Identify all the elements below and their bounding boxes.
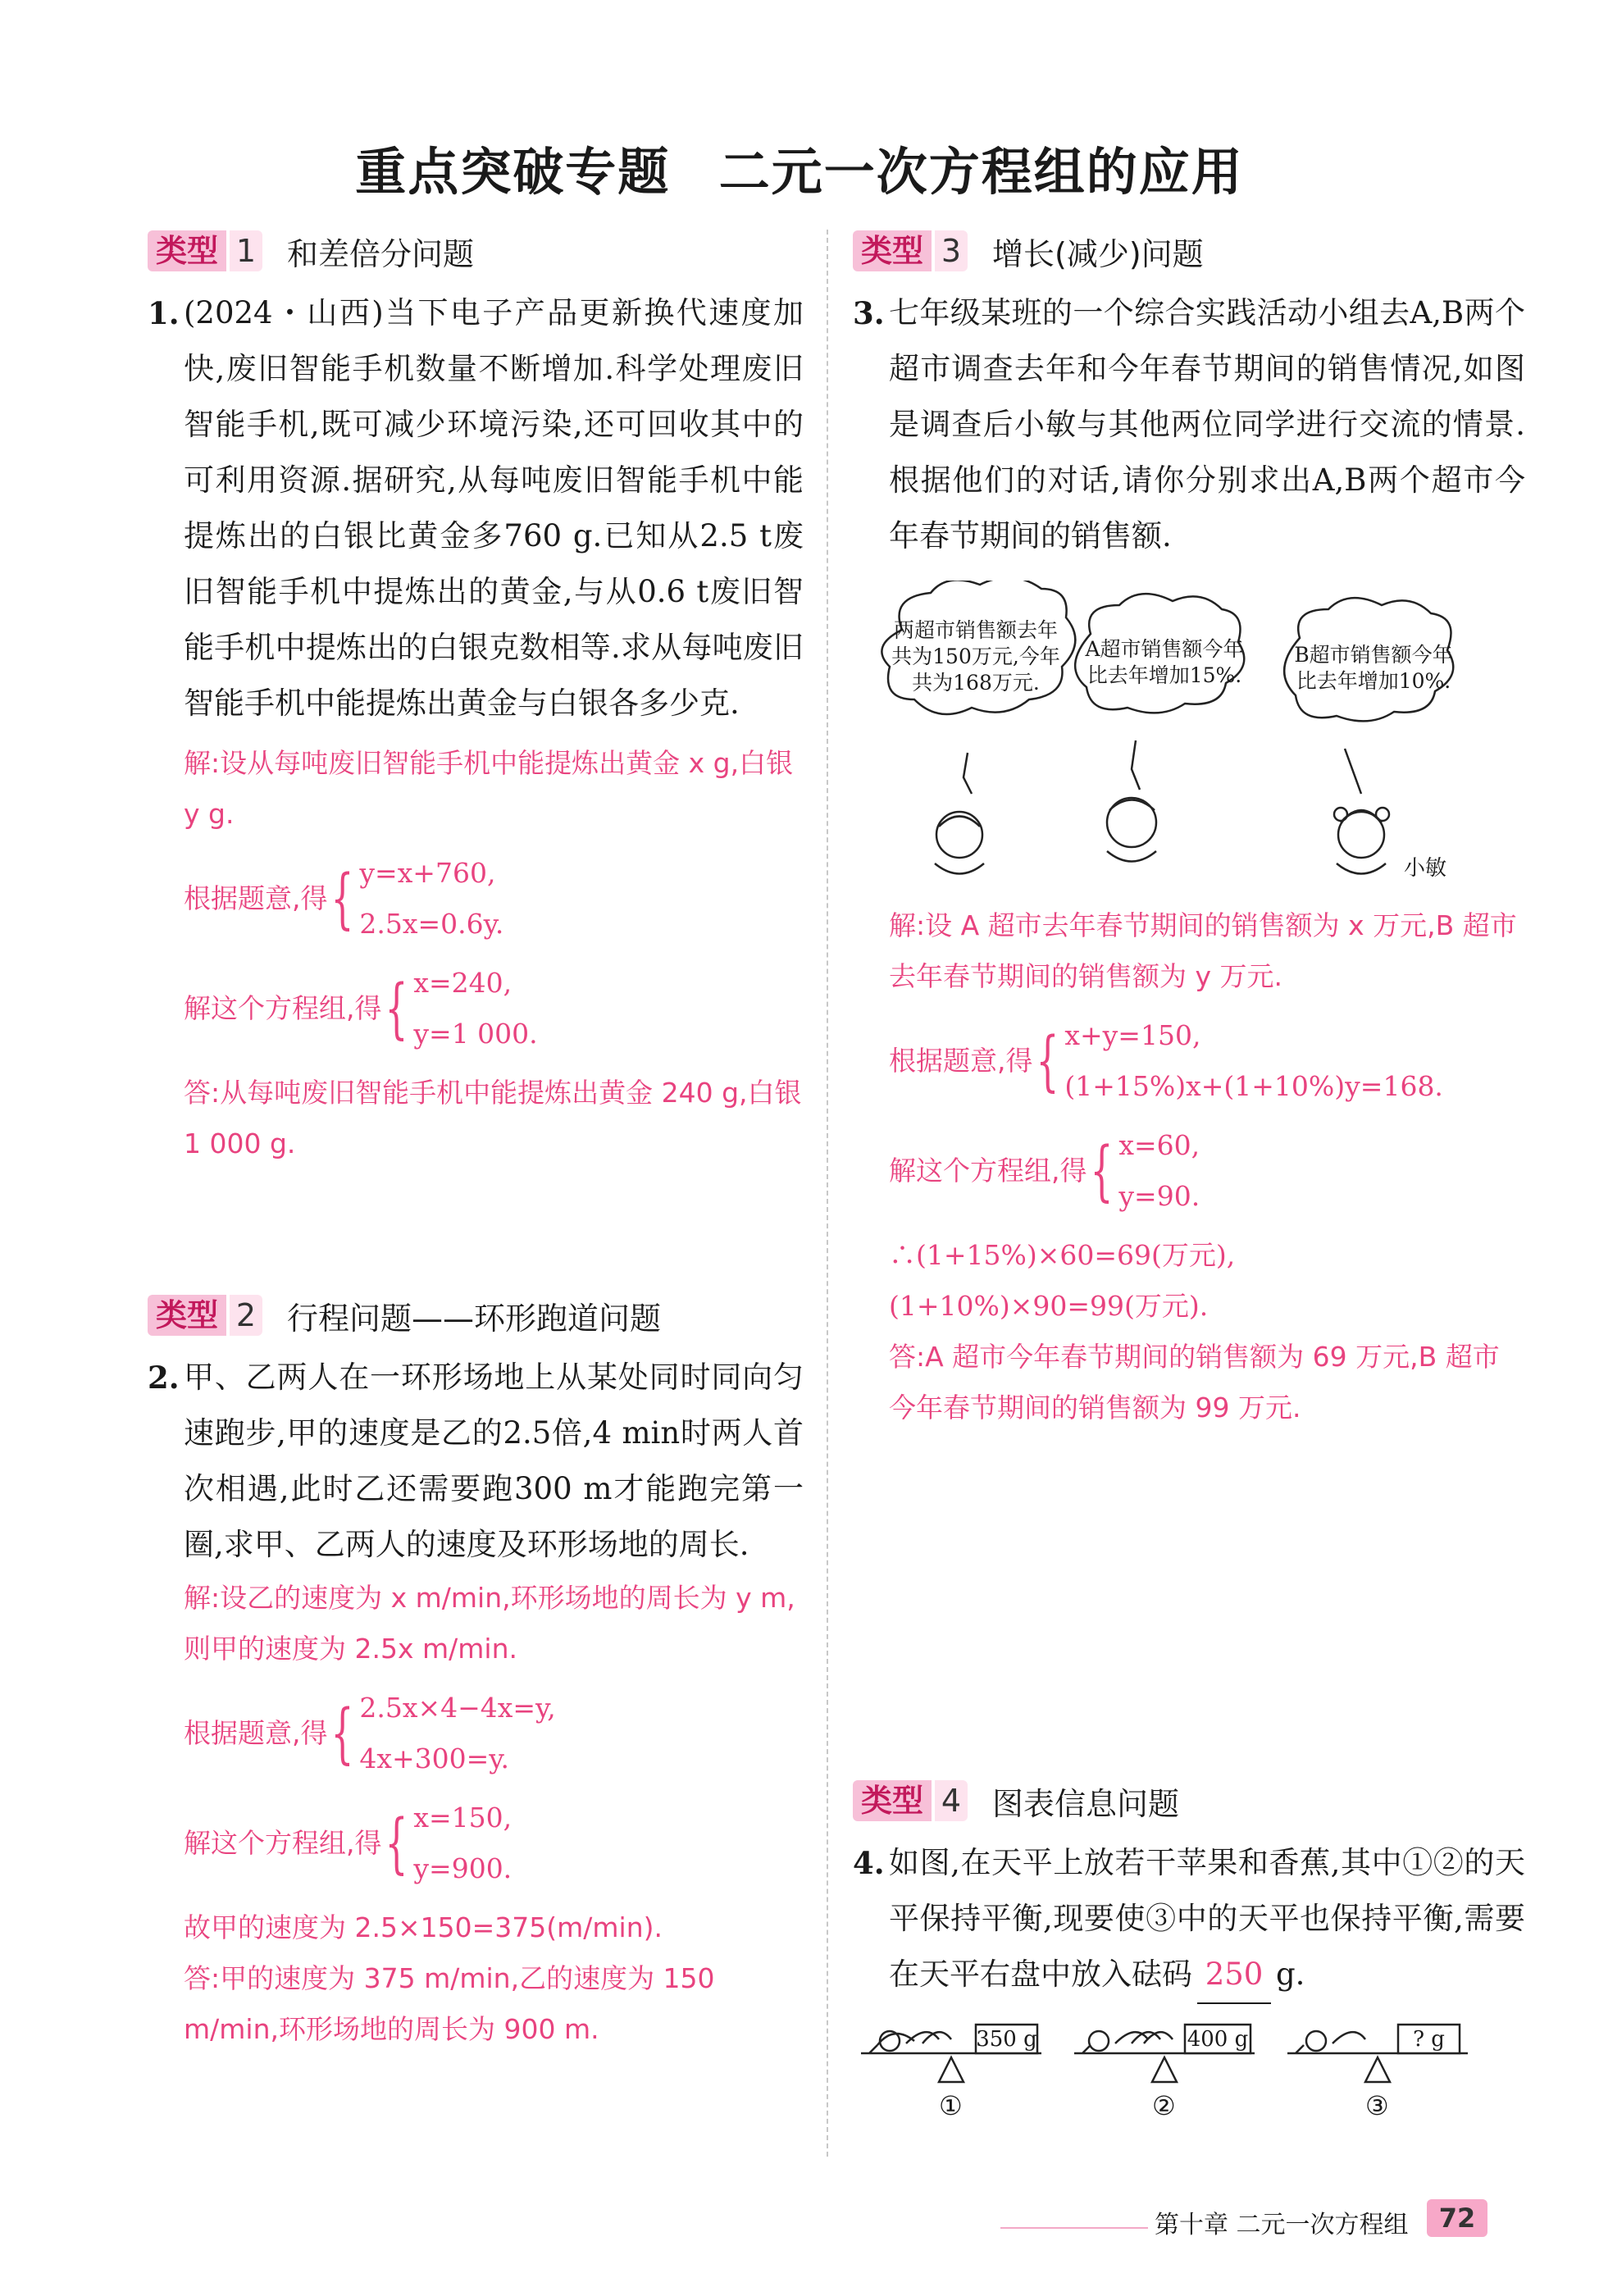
type2-name: 行程问题——环形跑道问题 — [287, 1300, 662, 1337]
girl-name-label: 小敏 — [1404, 856, 1447, 881]
q1-system-2: 解这个方程组,得 { x=240, y=1 000. — [184, 967, 538, 1050]
q2-system-2: 解这个方程组,得 { x=150, y=900. — [184, 1802, 512, 1884]
title-part2: 二元一次方程组的应用 — [718, 142, 1244, 202]
bubble-3-text: B超市销售额今年比去年增加10%. — [1294, 643, 1453, 693]
q4-answer-blank: 250 — [1197, 1947, 1271, 2004]
scale-3-weight: ? g — [1413, 2027, 1445, 2052]
scale-3-label: ③ — [1365, 2090, 1389, 2121]
type2-badge: 类型 2 — [148, 1295, 262, 1336]
column-divider — [827, 230, 828, 2157]
question-3: 3. 七年级某班的一个综合实践活动小组去A,B两个超市调查去年和今年春节期间的销售情况,如图是调查后小敏与其他两位同学进行交流的情景.根据他们的对话,请你分别求出A,B两个超市今年春节期间的销售额. — [853, 295, 1525, 554]
type4-name: 图表信息问题 — [992, 1785, 1180, 1822]
q1-answer: 答:从每吨废旧智能手机中能提炼出黄金 240 g,白银 1 000 g. — [184, 1077, 802, 1159]
question-1: 1. (2024・山西)当下电子产品更新换代速度加快,废旧智能手机数量不断增加.科学处理废旧智能手机,既可减少环境污染,还可回收其中的可利用资源.据研究,从每吨废旧智能手机中能提炼出的白银比黄金多760 g.已知从2.5 t废旧智能手机中提炼出的黄金,与从0.6 t废旧智能手机中提炼出的白银克数相等.求从每吨废旧智能手机中能提炼出黄金与白银各多少克. — [148, 295, 804, 721]
q2-solution: 解:设乙的速度为 x m/min,环形场地的周长为 y m,则甲的速度为 2.5x m/min. 根据题意,得 { 2.5x×4−4x=y, 4x+300=y. 解这个方程组,得 { x=150, y=900. 故甲的速度为 2.5×150=375(m/min). 答:甲的速度为 375 m/min,乙的速度为 150 m/min,环形场地的周长为 900 m. — [148, 1573, 804, 2055]
q2-text: 甲、乙两人在一环形场地上从某处同时同向匀速跑步,甲的速度是乙的2.5倍,4 min时两人首次相遇,此时乙还需要跑300 m才能跑完第一圈,求甲、乙两人的速度及环形场地的周长. — [184, 1360, 804, 1562]
page-footer — [1000, 2204, 1509, 2237]
q2-answer: 答:甲的速度为 375 m/min,乙的速度为 150 m/min,环形场地的周长为 900 m. — [184, 1962, 715, 2045]
left-column — [148, 228, 804, 2055]
scale-2-weight: 400 g — [1187, 2027, 1249, 2052]
q1-text: (2024・山西)当下电子产品更新换代速度加快,废旧智能手机数量不断增加.科学处理废旧智能手机,既可减少环境污染,还可回收其中的可利用资源.据研究,从每吨废旧智能手机中能提炼出的白银比黄金多760 g.已知从2.5 t废旧智能手机中提炼出的黄金,与从0.6 t废旧智能手机中提炼出的白银克数相等.求从每吨废旧智能手机中能提炼出黄金与白银各多少克. — [184, 295, 804, 721]
page-number: 72 — [1427, 2199, 1487, 2237]
bubble-1-text: 两超市销售额去年共为150万元,今年共为168万元. — [891, 618, 1060, 695]
q2-system-1: 根据题意,得 { 2.5x×4−4x=y, 4x+300=y. — [184, 1692, 556, 1774]
question-2: 2. 甲、乙两人在一环形场地上从某处同时同向匀速跑步,甲的速度是乙的2.5倍,4 min时两人首次相遇,此时乙还需要跑300 m才能跑完第一圈,求甲、乙两人的速度及环形场地的周长. — [148, 1360, 804, 1562]
type1-name: 和差倍分问题 — [287, 235, 475, 272]
balance-scales — [853, 2012, 1525, 2135]
type4-header — [853, 1778, 1525, 1824]
q1-system-1: 根据题意,得 { y=x+760, 2.5x=0.6y. — [184, 857, 504, 940]
q3-solution: 解:设 A 超市去年春节期间的销售额为 x 万元,B 超市去年春节期间的销售额为 y 万元. 根据题意,得 { x+y=150, (1+15%)x+(1+10%)y=168. 解这个方程组,得 { x=60, y=90. ∴(1+15%)×60=69(万元), (1+10%)×90=99(万元). 答:A 超市今年春节期间的销售额为 69 万元,B 超市今年春节期间的销售额为 99 万元. — [853, 900, 1525, 1433]
page-title — [0, 131, 1599, 204]
q1-solution: 解:设从每吨废旧智能手机中能提炼出黄金 x g,白银 y g. 根据题意,得 { y=x+760, 2.5x=0.6y. 解这个方程组,得 { x=240, y=1 000. 答:从每吨废旧智能手机中能提炼出黄金 240 g,白银 1 000 g. — [148, 738, 804, 1169]
scale-2-label: ② — [1152, 2090, 1176, 2121]
dialogue-illustration — [853, 581, 1525, 892]
boy1-head — [936, 812, 982, 858]
q3-system-1: 根据题意,得 { x+y=150, (1+15%)x+(1+10%)y=168. — [889, 1019, 1443, 1102]
question-4: 4. 如图,在天平上放若干苹果和香蕉,其中①②的天平保持平衡,现要使③中的天平也保持平衡,需要在天平右盘中放入砝码 250 g. — [853, 1835, 1525, 2004]
type2-header — [148, 1292, 804, 1338]
type3-header — [853, 228, 1525, 274]
type1-badge: 类型 1 — [148, 230, 262, 271]
type4-badge: 类型 4 — [853, 1780, 968, 1821]
q3-text: 七年级某班的一个综合实践活动小组去A,B两个超市调查去年和今年春节期间的销售情况,如图是调查后小敏与其他两位同学进行交流的情景.根据他们的对话,请你分别求出A,B两个超市今年春节期间的销售额. — [889, 295, 1525, 554]
type3-badge: 类型 3 — [853, 230, 968, 271]
bubble-2-text: A超市销售额今年比去年增加15%. — [1085, 637, 1244, 687]
q3-system-2: 解这个方程组,得 { x=60, y=90. — [889, 1129, 1200, 1212]
title-part1: 重点突破专题 — [355, 142, 671, 202]
q4-text-before: 如图,在天平上放若干苹果和香蕉,其中①②的天平保持平衡,现要使③中的天平也保持平衡,需要在天平右盘中放入砝码 — [889, 1845, 1525, 1992]
q3-answer: 答:A 超市今年春节期间的销售额为 69 万元,B 超市今年春节期间的销售额为 99 万元. — [889, 1341, 1500, 1424]
type1-header — [148, 228, 804, 274]
type3-name: 增长(减少)问题 — [992, 235, 1204, 272]
scale-1-weight: 350 g — [976, 2027, 1037, 2052]
scale-1-label: ① — [939, 2090, 963, 2121]
right-column — [853, 228, 1525, 2135]
footer-chapter: 第十章 二元一次方程组 — [1148, 2204, 1415, 2240]
